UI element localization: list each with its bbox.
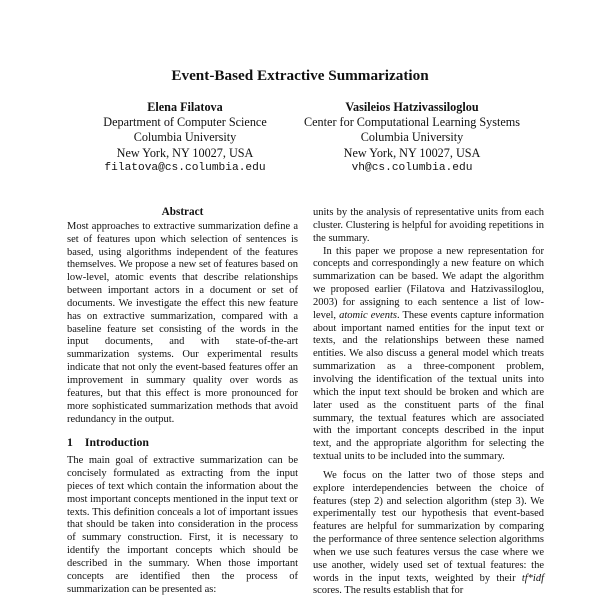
- section-title: Introduction: [84, 435, 149, 450]
- author-address: New York, NY 10027, USA: [343, 145, 481, 160]
- body-paragraph-2: In this paper we propose a new representation for concepts and correspondingly a new feature on which summarization can be based. We adapt the algorithm we proposed earlier (Filatova and Hatzivassiloglou, 2003) for assigning to each sentence a list of low-level, atomic events. These events capture information about important named entities for the input text or texts, and the relationships between these named entities. We also discuss a general model which treats summarization as a three-component problem, involving the identification of the textual units into which the input text should be broken and which are later used as the constituent parts of the final summary, the textual features which are associated with the important concepts described in the input text, and the appropriate algorithm for selecting the textual units to be included into the summary.: [313, 245, 544, 463]
- body-paragraph-1: units by the analysis of representative units from each cluster. Clustering is helpful for avoiding repetitions in the summary.: [313, 207, 544, 244]
- author-email: vh@cs.columbia.edu: [351, 161, 473, 174]
- body-paragraph-3: We focus on the latter two of those steps and explore interdependencies between the choice of features (step 2) and selection algorithm (step 3). We experimentally test our hypothesis that event-based features are helpful for summarization by comparing the performance of three sentence selection algorithms when we use such features versus the case where we use another, widely used set of textual features: the words in the input texts, weighted by their tf*idf scores. The results establish that for: [313, 469, 544, 597]
- author-block-1: [70, 100, 300, 176]
- author-affiliation: Center for Computational Learning Systems: [304, 115, 520, 130]
- right-column: [313, 207, 544, 598]
- paper-title: Event-Based Extractive Summarization: [171, 67, 429, 84]
- emphasis-tfidf: tf*idf: [521, 572, 544, 584]
- author-address: New York, NY 10027, USA: [116, 145, 254, 160]
- author-affiliation: Department of Computer Science: [103, 115, 267, 130]
- section-heading-introduction: [67, 436, 298, 449]
- author-block-2: [287, 100, 537, 176]
- section-number: 1: [67, 435, 73, 450]
- intro-paragraph-1: The main goal of extractive summarization can be concisely formulated as extracting from the input pieces of text which contain the information about the most important concepts mentioned in the input text or texts. This definition conceals a lot of important issues that should be taken into consideration in the process of summary construction. First, it is necessary to identify the important concepts which should be described in the summary. When those important concepts are identified then the process of summarization can be presented as:: [67, 455, 298, 595]
- abstract-text: Most approaches to extractive summarization define a set of features upon which selection of sentences is based, using algorithms independent of the features themselves. We propose a new set of features based on low-level, atomic events that describe relationships between important actors in a document or set of documents. We investigate the effect this new feature has on extractive summarization, compared with a baseline feature set consisting of the words in the input documents, and with state-of-the-art summarization systems. Our experimental results indicate that not only the event-based features offer an improvement in summary quality over words as features, but that this effect is more pronounced for more sophisticated summarization methods that avoid redundancy in the output.: [67, 220, 298, 425]
- author-institution: Columbia University: [133, 130, 237, 145]
- author-email: filatova@cs.columbia.edu: [104, 161, 266, 174]
- emphasis-atomic-events: atomic events: [339, 309, 397, 321]
- author-name: Vasileios Hatzivassiloglou: [345, 100, 479, 114]
- author-name: Elena Filatova: [147, 100, 223, 114]
- left-column: [67, 206, 298, 596]
- author-institution: Columbia University: [360, 130, 464, 145]
- abstract-heading: Abstract: [161, 206, 204, 218]
